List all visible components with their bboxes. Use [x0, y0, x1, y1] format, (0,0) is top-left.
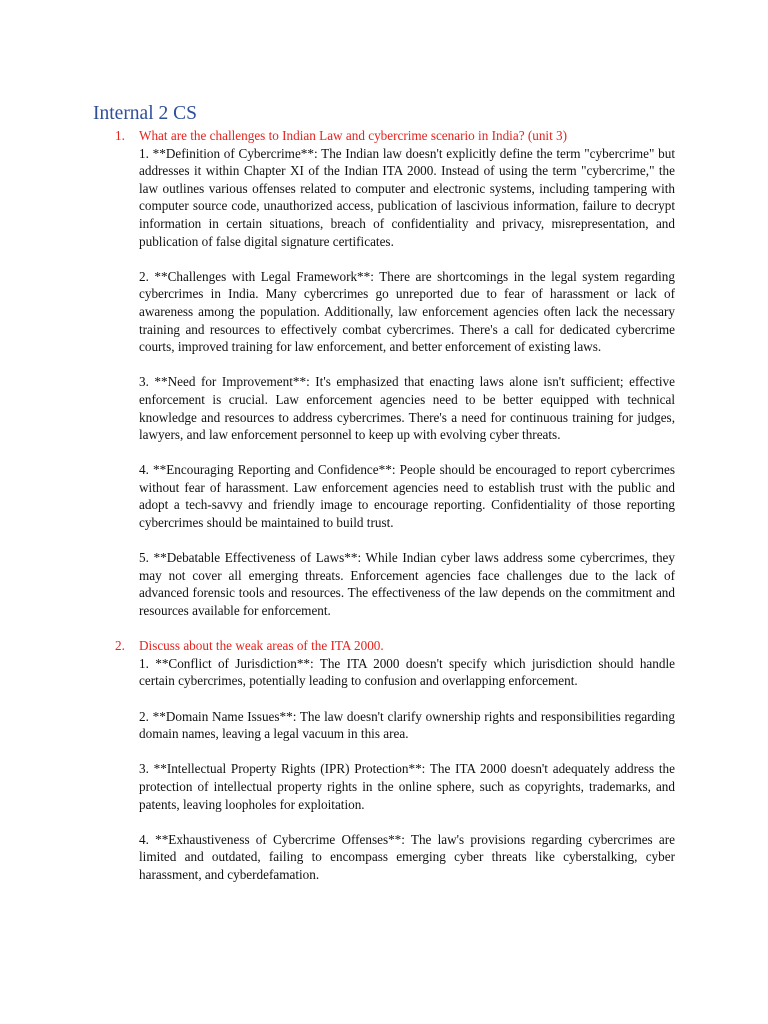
answer-paragraph: 3. **Intellectual Property Rights (IPR) Protection**: The ITA 2000 doesn't adequately address the protection of intellectual property rights in the online sphere, such as copyrights, trademarks, and patents, leaving loopholes for exploitation.: [139, 761, 675, 812]
question-text: What are the challenges to Indian Law and cybercrime scenario in India? (unit 3): [139, 128, 568, 143]
question-text: Discuss about the weak areas of the ITA 2000.: [139, 638, 384, 654]
answer-paragraph: 3. **Need for Improvement**: It's emphasized that enacting laws alone isn't sufficient; effective enforcement is crucial. Law enforcement agencies need to be better equipped with technical knowledge and resources to address cybercrimes. There's a need for continuous training for judges, lawyers, and law enforcement personnel to keep up with evolving cyber threats.: [139, 374, 675, 443]
question-list: [93, 127, 675, 884]
answer-paragraph: 2. **Challenges with Legal Framework**: There are shortcomings in the legal system regarding cybercrimes in India. Many cybercrimes go unreported due to fear of harassment or lack of awareness among the population. Additionally, law enforcement agencies often lack the necessary training and resources to effectively combat cybercrimes. There's a call for dedicated cybercrime courts, improved training for law enforcement, and better enforcement of existing laws.: [139, 268, 675, 355]
question-number: 1.: [115, 128, 125, 143]
answer-paragraph: 4. **Encouraging Reporting and Confidence**: People should be encouraged to report cybercrimes without fear of harassment. Law enforcement agencies need to establish trust with the public and adopt a tech-savvy and friendly image to encourage reporting. Confidentiality of those reporting cybercrimes should be maintained to build trust.: [139, 462, 675, 531]
answer-paragraph: 1. **Conflict of Jurisdiction**: The ITA 2000 doesn't specify which jurisdiction should handle certain cybercrimes, potentially leading to confusion and overlapping enforcement.: [139, 655, 675, 689]
question-item: [93, 127, 675, 620]
answer-paragraph: 5. **Debatable Effectiveness of Laws**: While Indian cyber laws address some cybercrimes, they may not cover all emerging threats. Enforcement agencies face challenges due to the lack of advanced forensic tools and resources. The effectiveness of the law depends on the commitment and resources available for enforcement.: [139, 550, 675, 619]
question-number: 2.: [115, 638, 125, 654]
question-item: [93, 637, 675, 883]
document-title: Internal 2 CS: [93, 103, 197, 124]
answer-paragraph: 4. **Exhaustiveness of Cybercrime Offenses**: The law's provisions regarding cybercrimes are limited and outdated, failing to encompass emerging cyber threats like cyberstalking, cyber harassment, and cyberdefamation.: [139, 831, 675, 882]
answer-paragraph: 1. **Definition of Cybercrime**: The Indian law doesn't explicitly define the term "cybercrime" but addresses it within Chapter XI of the Indian ITA 2000. Instead of using the term "cybercrime," the law outlines various offenses related to computer and electronic systems, including tampering with computer source code, unauthorized access, publication of lascivious information, failure to decrypt information in certain situations, breach of confidentiality and privacy, misrepresentation, and publication of false digital signature certificates.: [139, 145, 675, 249]
answer-paragraph: 2. **Domain Name Issues**: The law doesn't clarify ownership rights and responsibilities regarding domain names, leaving a legal vacuum in this area.: [139, 708, 675, 742]
